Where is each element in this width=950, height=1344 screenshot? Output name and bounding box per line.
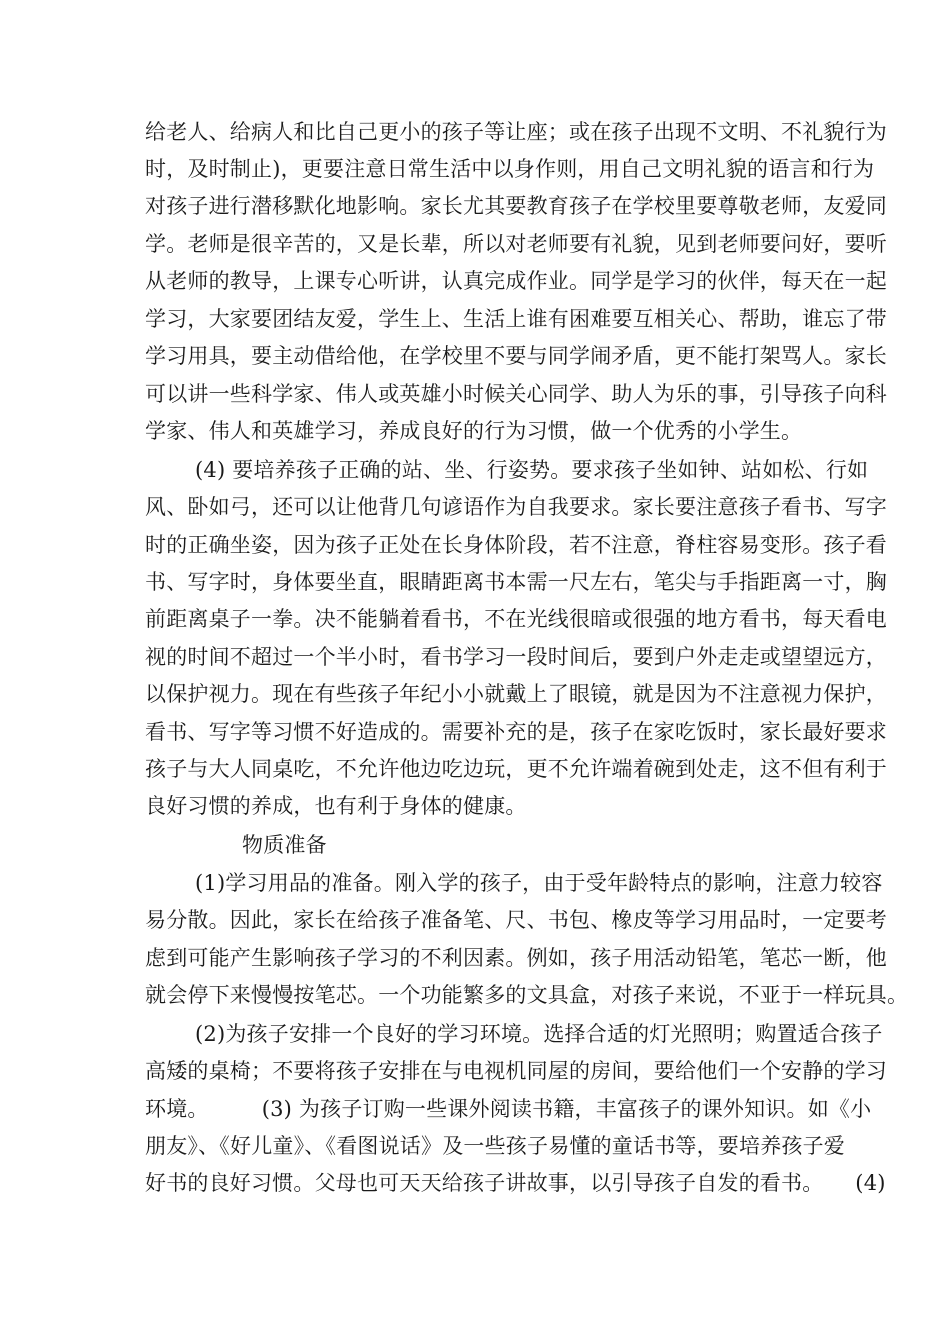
text-line: 环境。 (3) 为孩子订购一些课外阅读书籍，丰富孩子的课外知识。如《小 (145, 1097, 872, 1121)
text-line: 学。老师是很辛苦的，又是长辈，所以对老师要有礼貌，见到老师要问好，要听 (145, 232, 887, 256)
text-line: 视的时间不超过一个半小时，看书学习一段时间后，要到户外走走或望望远方， (145, 645, 887, 669)
text-line: 学习，大家要团结友爱，学生上、生活上谁有困难要互相关心、帮助，谁忘了带 (145, 307, 887, 331)
text-line: 良好习惯的养成，也有利于身体的健康。 (145, 794, 527, 818)
text-line: 时的正确坐姿，因为孩子正处在长身体阶段，若不注意，脊柱容易变形。孩子看 (145, 533, 887, 557)
text-line: 风、卧如弓，还可以让他背几句谚语作为自我要求。家长要注意孩子看书、写字 (145, 495, 887, 519)
text-line: 可以讲一些科学家、伟人或英雄小时候关心同学、助人为乐的事，引导孩子向科 (145, 382, 887, 406)
text-line: 虑到可能产生影响孩子学习的不利因素。例如，孩子用活动铅笔，笔芯一断，他 (145, 946, 887, 970)
paragraph-first-line: (2)为孩子安排一个良好的学习环境。选择合适的灯光照明；购置适合孩子 (195, 1022, 883, 1046)
text-line: 孩子与大人同桌吃，不允许他边吃边玩，更不允许端着碗到处走，这不但有利于 (145, 757, 887, 781)
text-line: 以保护视力。现在有些孩子年纪小小就戴上了眼镜，就是因为不注意视力保护， (145, 682, 887, 706)
text-line: 就会停下来慢慢按笔芯。一个功能繁多的文具盒，对孩子来说，不亚于一样玩具。 (145, 983, 909, 1007)
text-line: 书、写字时，身体要坐直，眼睛距离书本需一尺左右，笔尖与手指距离一寸，胸 (145, 570, 887, 594)
text-line: 朋友》、《好儿童》、《看图说话》及一些孩子易懂的童话书等，要培养孩子爱 (145, 1134, 845, 1158)
text-line: 从老师的教导，上课专心听讲，认真完成作业。同学是学习的伙伴，每天在一起 (145, 269, 887, 293)
section-heading: 物质准备 (242, 833, 327, 857)
text-line: 学习用具，要主动借给他，在学校里不要与同学闹矛盾，更不能打架骂人。家长 (145, 344, 887, 368)
text-line: 给老人、给病人和比自己更小的孩子等让座；或在孩子出现不文明、不礼貌行为 (145, 120, 887, 144)
text-line: 高矮的桌椅；不要将孩子安排在与电视机同屋的房间，要给他们一个安静的学习 (145, 1059, 887, 1083)
text-line: 时，及时制止)，更要注意日常生活中以身作则，用自己文明礼貌的语言和行为 (145, 157, 875, 181)
text-line: 好书的良好习惯。父母也可天天给孩子讲故事，以引导孩子自发的看书。 (4) (145, 1171, 886, 1195)
text-line: 看书、写字等习惯不好造成的。需要补充的是，孩子在家吃饭时，家长最好要求 (145, 720, 887, 744)
text-line: 易分散。因此，家长在给孩子准备笔、尺、书包、橡皮等学习用品时，一定要考 (145, 908, 887, 932)
text-line: 学家、伟人和英雄学习，养成良好的行为习惯，做一个优秀的小学生。 (145, 419, 803, 443)
paragraph-first-line: (1)学习用品的准备。刚入学的孩子，由于受年龄特点的影响，注意力较容 (195, 871, 883, 895)
paragraph-first-line: (4) 要培养孩子正确的站、坐、行姿势。要求孩子坐如钟、站如松、行如 (195, 458, 869, 482)
text-line: 对孩子进行潜移默化地影响。家长尤其要教育孩子在学校里要尊敬老师，友爱同 (145, 194, 887, 218)
text-line: 前距离桌子一拳。决不能躺着看书，不在光线很暗或很强的地方看书，每天看电 (145, 607, 887, 631)
